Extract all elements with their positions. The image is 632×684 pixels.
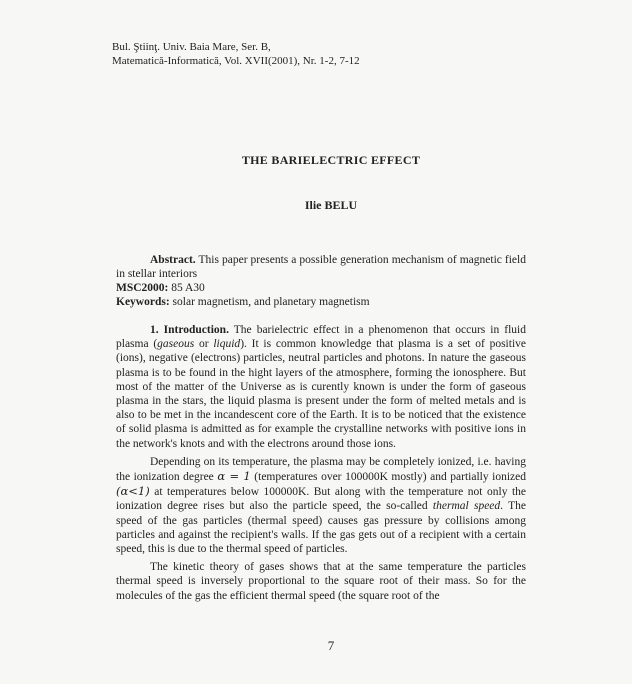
emphasis-thermal-speed: thermal speed: [432, 500, 501, 513]
paragraph-text: . The speed of the gas particles (thermal speed) causes gas pressure by collisions among particles and against the recipient's walls. If the gas gets out of a recipient with a certain speed, this is due to the thermal speed of particles.: [116, 500, 527, 556]
formula-alpha-less-one: (α<1): [116, 484, 150, 499]
emphasis-gaseous: gaseous: [157, 338, 195, 351]
abstract-label: Abstract.: [150, 254, 196, 266]
keywords-line: [116, 295, 526, 309]
paragraph-ionization: [116, 455, 526, 556]
paragraph-kinetic-theory: The kinetic theory of gases shows that at the same temperature the particles thermal speed is inversely proportional to the square root of their mass. So for the molecules of the gas the efficient thermal speed (the square root of the: [116, 561, 526, 602]
msc-label: MSC2000:: [116, 282, 169, 294]
paper-author: Ilie BELU: [304, 198, 358, 212]
paragraph-text: at temperatures below 100000K. But along with the temperature not only the ionization degree rises but also the particle speed, the so-called: [116, 486, 526, 513]
paragraph-introduction: [116, 323, 526, 451]
paragraph-text: (temperatures over 100000K mostly) and partially ionized: [250, 471, 526, 484]
keywords-value: solar magnetism, and planetary magnetism: [172, 296, 370, 308]
paragraph-text: Depending on its temperature, the plasma may be completely ionized, i.e. having the ionization degree: [116, 455, 526, 484]
abstract-section: [116, 253, 526, 309]
paragraph-text: The barielectric effect in a phenomenon that occurs in fluid plasma (: [116, 324, 526, 351]
msc-value: 85 A30: [171, 282, 205, 294]
msc-line: [116, 281, 526, 295]
journal-header: [112, 40, 360, 68]
section-heading-introduction: 1. Introduction.: [150, 324, 229, 336]
paragraph-text: or: [194, 338, 214, 351]
paper-title: THE BARIELECTRIC EFFECT: [241, 153, 421, 167]
page-number: 7: [327, 638, 335, 653]
abstract-paragraph: [116, 253, 526, 281]
abstract-text: This paper presents a possible generation mechanism of magnetic field in stellar interiors: [116, 254, 526, 280]
journal-header-line-1: Bul. Ştiinţ. Univ. Baia Mare, Ser. B,: [112, 41, 271, 53]
body-text: [116, 323, 526, 603]
paragraph-text: ). It is common knowledge that plasma is a set of positive (ions), negative (electrons) particles, neutral particles and photons. In nature the gaseous plasma is to be found in the hight layers of the atmosphere, forming the ionosphere. But most of the matter of the Universe as is curently known is under the form of gaseous plasma in the stars, the liquid plasma is present under the form of melted metals and is also to be met in the incandescent core of the Earth. It is to be noticed that the existence of solid plasma is admitted as for example the crystalline networks with positive ions in the network's knots and with the electrons around those ions.: [116, 338, 527, 450]
keywords-label: Keywords:: [116, 296, 170, 308]
emphasis-liquid: liquid: [213, 338, 241, 351]
formula-alpha-equals-one: α = 1: [217, 469, 251, 484]
journal-header-line-2: Matematică-Informatică, Vol. XVII(2001), Nr. 1-2, 7-12: [112, 55, 360, 67]
